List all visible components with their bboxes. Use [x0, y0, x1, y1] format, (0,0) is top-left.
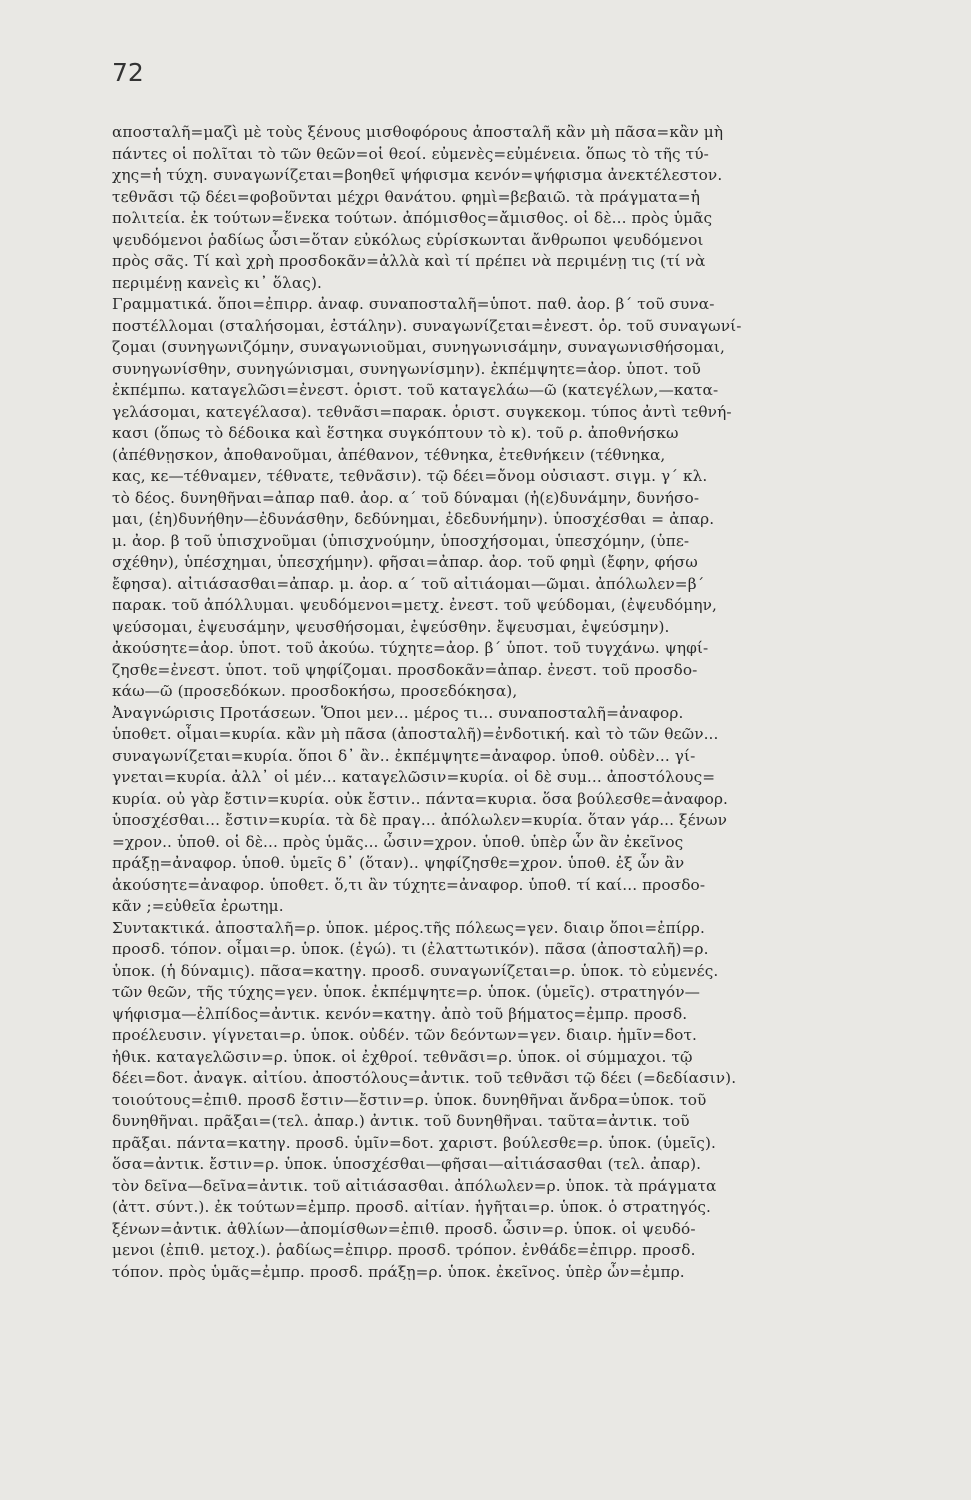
text-line: Ἀναγνώρισις Προτάσεων. Ὅποι μεν... μέρος τι... συναποσταλῆ=ἀναφορ. — [112, 703, 684, 722]
text-line: κᾶν ;=εὐθεῖα ἐρωτημ. — [112, 897, 284, 915]
text-line: ἠθικ. καταγελῶσιν=ρ. ὑποκ. οἱ ἐχθροί. τεθνᾶσι=ρ. ὑποκ. οἱ σύμμαχοι. τῷ — [112, 1047, 693, 1066]
text-line: Γραμματικά. ὅποι=ἐπιρρ. ἀναφ. συναποσταλῆ=ὑποτ. παθ. ἀορ. β´ τοῦ συνα- — [112, 295, 715, 313]
page-number: 72 — [112, 58, 144, 87]
text-line: τὸν δεῖνα—δεῖνα=ἀντικ. τοῦ αἰτιάσασθαι. ἀπόλωλεν=ρ. ὑποκ. τὰ πράγματα — [112, 1176, 717, 1195]
text-line: ὑποκ. (ἡ δύναμις). πᾶσα=κατηγ. προσδ. συναγωνίζεται=ρ. ὑποκ. τὸ εὐμενές. — [112, 961, 719, 980]
text-line: πάντες οἱ πολῖται τὸ τῶν θεῶν=οἱ θεοί. εὐμενὲς=εὐμένεια. ὅπως τὸ τῆς τύ- — [112, 144, 709, 163]
body-text — [112, 122, 922, 1283]
text-line: τῶν θεῶν, τῆς τύχης=γεν. ὑποκ. ἐκπέμψητε=ρ. ὑποκ. (ὑμεῖς). στρατηγόν— — [112, 983, 701, 1001]
text-line: αποσταλῆ=μαζὶ μὲ τοὺς ξένους μισθοφόρους ἀποσταλῆ κἂν μὴ πᾶσα=κἂν μὴ — [112, 123, 724, 141]
text-line: ψευδόμενοι ῥαδίως ὦσι=ὅταν εὐκόλως εὑρίσκωνται ἄνθρωποι ψευδόμενοι — [112, 230, 704, 249]
text-line: (ἀπέθνῃσκον, ἀποθανοῦμαι, ἀπέθανον, τέθνηκα, ἐτεθνήκειν (τέθνηκα, — [112, 445, 666, 464]
text-line: προσδ. τόπον. οἶμαι=ρ. ὑποκ. (ἐγώ). τι (ἐλαττωτικόν). πᾶσα (ἀποσταλῆ)=ρ. — [112, 940, 709, 958]
text-line: ψεύσομαι, ἐψευσάμην, ψευσθήσομαι, ἐψεύσθην. ἔψευσμαι, ἐψεύσμην). — [112, 617, 670, 636]
text-line: κας, κε—τέθναμεν, τέθνατε, τεθνᾶσιν). τῷ δέει=ὄνομ οὐσιαστ. σιγμ. γ´ κλ. — [112, 467, 708, 485]
text-line: παρακ. τοῦ ἀπόλλυμαι. ψευδόμενοι=μετχ. ἐνεστ. τοῦ ψεύδομαι, (ἐψευδόμην, — [112, 596, 717, 614]
text-line: μενοι (ἐπιθ. μετοχ.). ῥαδίως=ἐπιρρ. προσδ. τρόπον. ἐνθάδε=ἐπιρρ. προσδ. — [112, 1241, 696, 1259]
text-line: μαι, (ἐη)δυνήθην—ἐδυνάσθην, δεδύνημαι, ἐδεδυνήμην). ὑποσχέσθαι = ἀπαρ. — [112, 510, 715, 528]
text-line: ζησθε=ἐνεστ. ὑποτ. τοῦ ψηφίζομαι. προσδοκᾶν=ἀπαρ. ἐνεστ. τοῦ προσδο- — [112, 660, 698, 679]
text-line: δυνηθῆναι. πρᾶξαι=(τελ. ἀπαρ.) ἀντικ. τοῦ δυνηθῆναι. ταῦτα=ἀντικ. τοῦ — [112, 1112, 690, 1130]
text-line: ὑποσχέσθαι... ἔστιν=κυρία. τὰ δὲ πραγ... ἀπόλωλεν=κυρία. ὅταν γάρ... ξένων — [112, 811, 727, 829]
text-line: μ. ἀορ. β τοῦ ὑπισχνοῦμαι (ὑπισχνούμην, ὑποσχήσομαι, ὑπεσχόμην, (ὑπε- — [112, 531, 690, 550]
text-line: προέλευσιν. γίγνεται=ρ. ὑποκ. οὐδέν. τῶν δεόντων=γεν. διαιρ. ἡμῖν=δοτ. — [112, 1026, 698, 1044]
text-line: κασι (ὅπως τὸ δέδοικα καὶ ἕστηκα συγκόπτουν τὸ κ). τοῦ ρ. ἀποθνήσκω — [112, 424, 679, 442]
text-line: γνεται=κυρία. ἀλλ᾽ οἱ μέν... καταγελῶσιν=κυρία. οἱ δὲ συμ... ἀποστόλους= — [112, 768, 716, 786]
text-line: ὅσα=ἀντικ. ἔστιν=ρ. ὑποκ. ὑποσχέσθαι—φῆσαι—αἰτιάσασθαι (τελ. ἀπαρ). — [112, 1155, 702, 1173]
text-line: ἀκούσητε=ἀναφορ. ὑποθετ. ὅ,τι ἂν τύχητε=ἀναφορ. ὑποθ. τί καί... προσδο- — [112, 875, 706, 894]
text-line: σχέθην), ὑπέσχημαι, ὑπεσχήμην). φῆσαι=ἀπαρ. ἀορ. τοῦ φημὶ (ἔφην, φήσω — [112, 553, 698, 571]
text-line: (ἀττ. σύντ.). ἐκ τούτων=ἐμπρ. προσδ. αἰτίαν. ἡγῆται=ρ. ὑποκ. ὁ στρατηγός. — [112, 1198, 712, 1216]
text-line: ἀκούσητε=ἀορ. ὑποτ. τοῦ ἀκούω. τύχητε=ἀορ. β´ ὑποτ. τοῦ τυγχάνω. ψηφί- — [112, 639, 709, 657]
text-line: συνηγωνίσθην, συνηγώνισμαι, συνηγωνίσμην). ἐκπέμψητε=ἀορ. ὑποτ. τοῦ — [112, 359, 701, 378]
text-line: ἔφησα). αἰτιάσασθαι=ἀπαρ. μ. ἀορ. α´ τοῦ αἰτιάομαι—ῶμαι. ἀπόλωλεν=β´ — [112, 574, 705, 593]
text-line: ἐκπέμπω. καταγελῶσι=ἐνεστ. ὁριστ. τοῦ καταγελάω—ῶ (κατεγέλων,—κατα- — [112, 381, 719, 399]
text-line: τόπον. πρὸς ὑμᾶς=ἐμπρ. προσδ. πράξῃ=ρ. ὑποκ. ἐκεῖνος. ὑπὲρ ὧν=ἐμπρ. — [112, 1262, 685, 1281]
text-line: =χρον.. ὑποθ. οἱ δὲ... πρὸς ὑμᾶς... ὦσιν=χρον. ὑποθ. ὑπὲρ ὧν ἂν ἐκεῖνος — [112, 832, 684, 851]
text-line: Συντακτικά. ἀποσταλῆ=ρ. ὑποκ. μέρος.τῆς πόλεως=γεν. διαιρ ὅποι=ἐπίρρ. — [112, 918, 705, 937]
text-line: ζομαι (συνηγωνιζόμην, συναγωνιοῦμαι, συνηγωνισάμην, συναγωνισθήσομαι, — [112, 338, 725, 356]
text-line: πρᾶξαι. πάντα=κατηγ. προσδ. ὑμῖν=δοτ. χαριστ. βούλεσθε=ρ. ὑποκ. (ὑμεῖς). — [112, 1133, 717, 1152]
text-line: τὸ δέος. δυνηθῆναι=ἀπαρ παθ. ἀορ. α´ τοῦ δύναμαι (ἠ(ε)δυνάμην, δυνήσο- — [112, 488, 700, 507]
text-line: συναγωνίζεται=κυρία. ὅποι δ᾽ ἂν.. ἐκπέμψητε=ἀναφορ. ὑποθ. οὐδὲν... γί- — [112, 746, 696, 765]
text-line: δέει=δοτ. ἀναγκ. αἰτίου. ἀποστόλους=ἀντικ. τοῦ τεθνᾶσι τῷ δέει (=δεδίασιν). — [112, 1069, 737, 1087]
text-line: κάω—ῶ (προσεδόκων. προσδοκήσω, προσεδόκησα), — [112, 682, 518, 700]
text-line: πράξῃ=ἀναφορ. ὑποθ. ὑμεῖς δ᾽ (ὅταν).. ψηφίζησθε=χρον. ὑποθ. ἐξ ὧν ἂν — [112, 854, 685, 872]
text-line: περιμένῃ κανεὶς κι᾽ ὅλας). — [112, 273, 323, 292]
text-line: χης=ἡ τύχη. συναγωνίζεται=βοηθεῖ ψήφισμα κενόν=ψήφισμα ἀνεκτέλεστον. — [112, 166, 723, 184]
text-line: πολιτεία. ἐκ τούτων=ἕνεκα τούτων. ἀπόμισθος=ἄμισθος. οἱ δὲ... πρὸς ὑμᾶς — [112, 209, 713, 227]
text-line: ποστέλλομαι (σταλήσομαι, ἐστάλην). συναγωνίζεται=ἐνεστ. ὁρ. τοῦ συναγωνί- — [112, 316, 742, 335]
text-line: ψήφισμα—ἐλπίδος=ἀντικ. κενόν=κατηγ. ἀπὸ τοῦ βήματος=ἐμπρ. προσδ. — [112, 1004, 688, 1023]
text-line: τεθνᾶσι τῷ δέει=φοβοῦνται μέχρι θανάτου. φημὶ=βεβαιῶ. τὰ πράγματα=ἡ — [112, 187, 700, 206]
text-line: πρὸς σᾶς. Τί καὶ χρὴ προσδοκᾶν=ἀλλὰ καὶ τί πρέπει νὰ περιμένῃ τις (τί νὰ — [112, 252, 706, 270]
text-line: κυρία. οὐ γὰρ ἔστιν=κυρία. οὐκ ἔστιν.. πάντα=κυρια. ὅσα βούλεσθε=ἀναφορ. — [112, 789, 729, 808]
text-line: γελάσομαι, κατεγέλασα). τεθνᾶσι=παρακ. ὁριστ. συγκεκομ. τύπος ἀντὶ τεθνή- — [112, 402, 732, 421]
text-line: ξένων=ἀντικ. ἀθλίων—ἀπομίσθων=ἐπιθ. προσδ. ὦσιν=ρ. ὑποκ. οἱ ψευδό- — [112, 1219, 696, 1238]
text-line: τοιούτους=ἐπιθ. προσδ ἔστιν—ἔστιν=ρ. ὑποκ. δυνηθῆναι ἄνδρα=ὑποκ. τοῦ — [112, 1090, 707, 1109]
text-line: ὑποθετ. οἶμαι=κυρία. κἂν μὴ πᾶσα (ἀποσταλῆ)=ἐνδοτική. καὶ τὸ τῶν θεῶν... — [112, 725, 719, 743]
